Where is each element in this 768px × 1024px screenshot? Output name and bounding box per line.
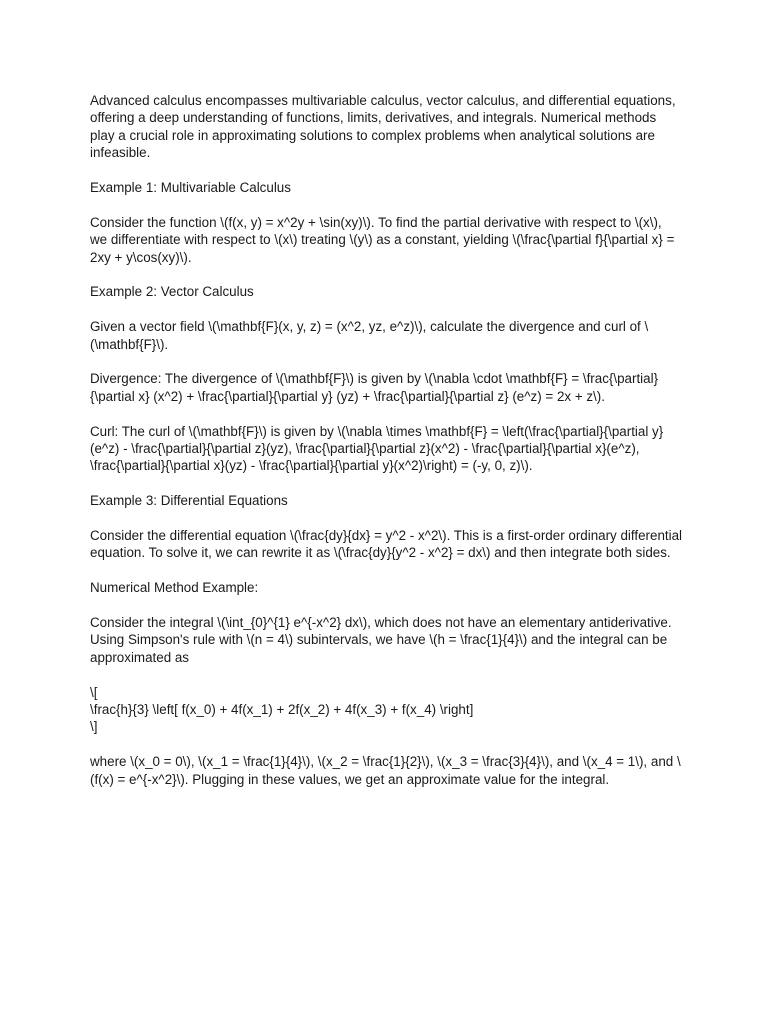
example-1-paragraph: Consider the function \(f(x, y) = x^2y + \sin(xy)\). To find the partial derivative with respect to \(x\), we differentiate with respect to \(x\) treating \(y\) as a constant, yielding \(\frac{\partial f}{\partial x} = 2xy + y\cos(xy)\).	[90, 214, 679, 265]
example-2-paragraph: Given a vector field \(\mathbf{F}(x, y, z) = (x^2, yz, e^z)\), calculate the divergence and curl of \(\mathbf{F}\).	[90, 319, 649, 352]
simpson-formula-block: \[ \frac{h}{3} \left[ f(x_0) + 4f(x_1) + 2f(x_2) + 4f(x_3) + f(x_4) \right] \]	[90, 684, 474, 735]
divergence-paragraph: Divergence: The divergence of \(\mathbf{F}\) is given by \(\nabla \cdot \mathbf{F} = \frac{\partial}{\partial x} (x^2) + \frac{\partial}{\partial y} (yz) + \frac{\partial}{\partial z} (e^z) = 2x + z\).	[90, 371, 659, 404]
curl-paragraph: Curl: The curl of \(\mathbf{F}\) is given by \(\nabla \times \mathbf{F} = \left(\frac{\partial}{\partial y}(e^z) - \frac{\partial}{\partial z}(yz), \frac{\partial}{\partial z}(x^2) - \frac{\partial}{\partial x}(e^z), \frac{\partial}{\partial x}(yz) - \frac{\partial}{\partial y}(x^2)\right) = (-y, 0, z)\).	[90, 423, 664, 474]
closing-paragraph: where \(x_0 = 0\), \(x_1 = \frac{1}{4}\), \(x_2 = \frac{1}{2}\), \(x_3 = \frac{3}{4}\), and \(x_4 = 1\), and \(f(x) = e^{-x^2}\). Plugging in these values, we get an approximate value for the integral.	[90, 754, 681, 787]
example-3-heading: Example 3: Differential Equations	[90, 493, 288, 509]
example-3-paragraph: Consider the differential equation \(\frac{dy}{dx} = y^2 - x^2\). This is a first-order ordinary differential equation. To solve it, we can rewrite it as \(\frac{dy}{y^2 - x^2} = dx\) and then integrate both sides.	[90, 528, 686, 561]
numerical-method-paragraph: Consider the integral \(\int_{0}^{1} e^{-x^2} dx\), which does not have an elementary antiderivative. Using Simpson's rule with \(n = 4\) subintervals, we have \(h = \frac{1}{4}\) and the integral can be approximated as	[90, 615, 676, 665]
example-1-heading: Example 1: Multivariable Calculus	[90, 180, 291, 196]
intro-paragraph: Advanced calculus encompasses multivariable calculus, vector calculus, and differential equations, offering a deep understanding of functions, limits, derivatives, and integrals. Numerical methods play a crucial role in approximating solutions to complex problems when analytical solutions are infeasible.	[90, 93, 680, 161]
example-2-heading: Example 2: Vector Calculus	[90, 284, 254, 300]
document-body	[90, 92, 686, 805]
numerical-method-heading: Numerical Method Example:	[90, 580, 259, 596]
